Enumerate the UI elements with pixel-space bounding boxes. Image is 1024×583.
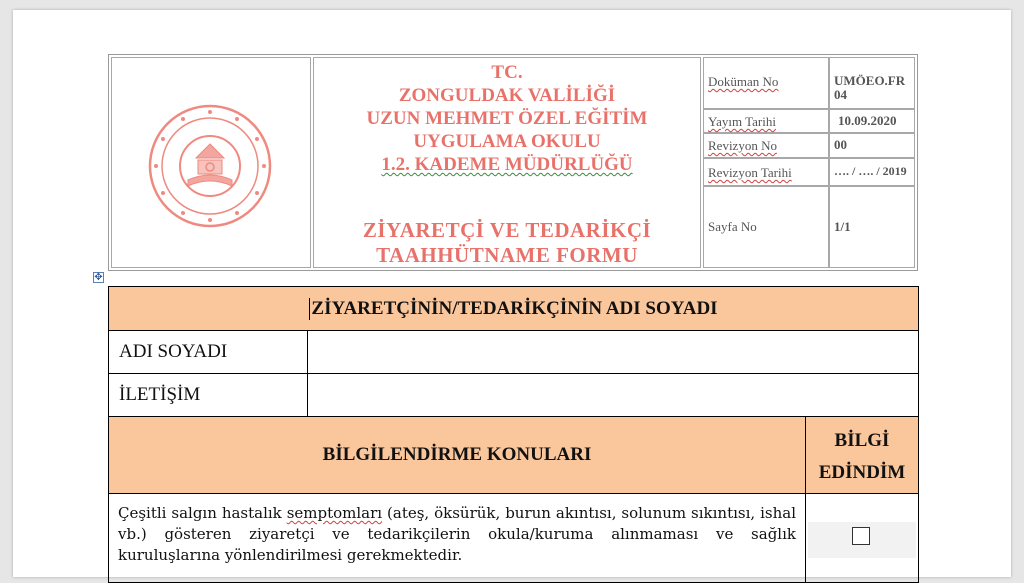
form-title-line-2: TAAHHÜTNAME FORMU: [376, 243, 638, 267]
ack-heading-line-1: BİLGİ: [834, 430, 890, 451]
meta-label-rev-date: Revizyon Tarihi: [708, 165, 792, 180]
meta-value-cell-rev-date: [829, 158, 915, 186]
meta-label-doc-no: Doküman No: [708, 74, 779, 89]
meta-value-rev-date: …. / …. / 2019: [834, 164, 907, 178]
contact-input-cell[interactable]: [307, 373, 919, 417]
institution-title: [314, 61, 700, 176]
meta-value-page-no: 1/1: [834, 219, 851, 234]
meta-label-cell-rev-date: [703, 158, 829, 186]
info-item-1-ack-cell: [805, 493, 919, 583]
title-line-5: 1.2. KADEME MÜDÜRLÜĞÜ: [381, 154, 633, 175]
table-move-handle[interactable]: ✥: [94, 272, 103, 283]
ack-heading-line-2: EDİNDİM: [818, 462, 906, 483]
info-section-heading: BİLGİLENDİRME KONULARI: [322, 444, 592, 465]
info-item-1-text: Çeşitli salgın hastalık semptomları (ateş, öksürük, burun akıntısı, solunum sıkıntısı, ishal vb.) gösteren ziyaretçi ve tedarikçilerin okula/kuruma alınmaması ve sağlık kuruluşlarına yönlendirilmesi gerekmektedir.: [118, 504, 796, 564]
title-line-2: ZONGULDAK VALİLİĞİ: [398, 85, 616, 106]
title-line-3: UZUN MEHMET ÖZEL EĞİTİM: [366, 108, 648, 129]
meta-value-cell-page-no: [829, 186, 915, 268]
meta-label-cell-page-no: [703, 186, 829, 268]
title-cell: [313, 57, 701, 268]
meta-label-rev-no: Revizyon No: [708, 138, 777, 153]
contact-label-cell: [108, 373, 308, 417]
info-item-1-checkbox[interactable]: [852, 527, 870, 545]
meta-value-cell-doc-no: [829, 57, 915, 109]
meta-label-cell-pub-date: [703, 109, 829, 133]
info-item-1-text-cell: [108, 493, 806, 583]
ack-column-heading-cell: [805, 416, 919, 494]
form-title: [314, 218, 700, 268]
meta-value-cell-rev-no: [829, 133, 915, 158]
meta-value-pub-date: 10.09.2020: [838, 113, 897, 128]
visitor-section-heading-row: [108, 286, 919, 331]
ministry-seal-logo: [112, 58, 308, 265]
meta-value-rev-no: 00: [834, 137, 847, 152]
name-label: ADI SOYADI: [119, 341, 228, 362]
title-line-4: UYGULAMA OKULU: [413, 131, 601, 152]
visitor-section-heading: ZİYARETÇİNİN/TEDARİKÇİNİN ADI SOYADI: [311, 297, 718, 319]
meta-label-cell-doc-no: [703, 57, 829, 109]
name-label-cell: [108, 330, 308, 374]
meta-value-doc-no: UMÖEO.FR 04: [834, 73, 906, 102]
logo-cell: [111, 57, 311, 268]
info-section-heading-cell: [108, 416, 806, 494]
meta-value-cell-pub-date: [829, 109, 915, 133]
name-input-cell[interactable]: [307, 330, 919, 374]
meta-label-cell-rev-no: [703, 133, 829, 158]
contact-label: İLETİŞİM: [119, 384, 201, 405]
form-title-line-1: ZİYARETÇİ VE TEDARİKÇİ: [362, 218, 652, 242]
meta-label-page-no: Sayfa No: [708, 219, 757, 234]
title-line-1: TC.: [491, 62, 523, 83]
document-header-table: [108, 54, 918, 271]
meta-label-pub-date: Yayım Tarihi: [708, 114, 776, 129]
underlined-term: semptomları: [286, 504, 383, 522]
text-cursor: [309, 298, 310, 320]
